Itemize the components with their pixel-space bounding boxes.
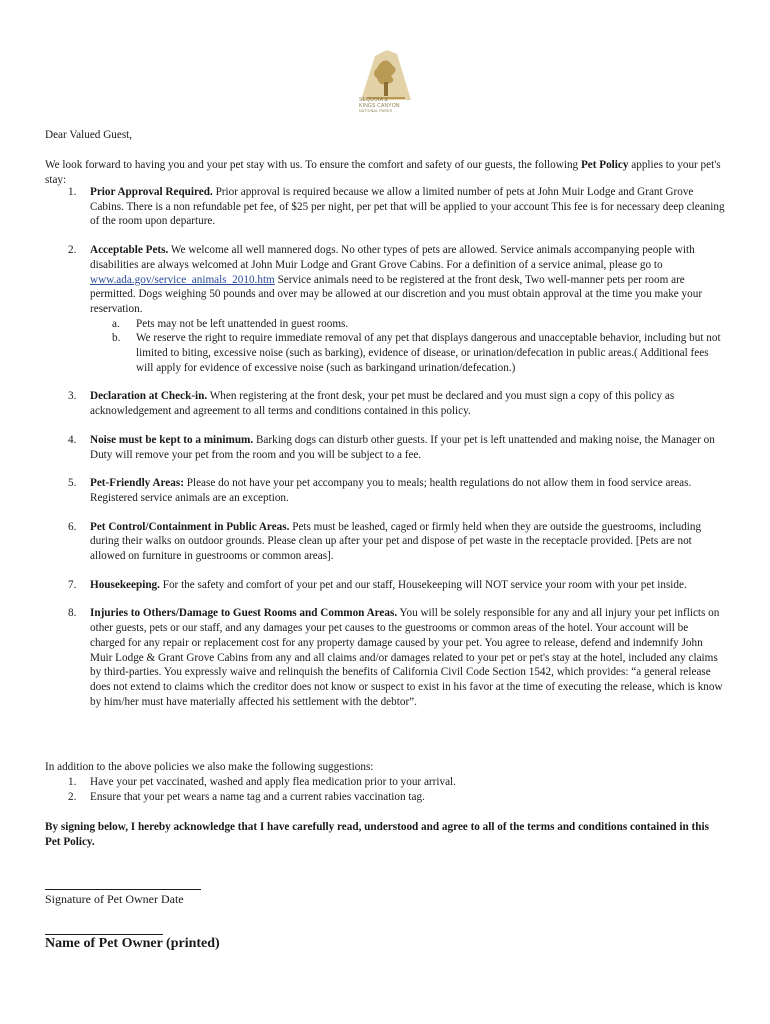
- policy-text: Barking dogs can disturb other guests. If your pet is left unattended and making noise, the Manager on Duty will remove your pet from the room and you will be subject to a fee.: [90, 433, 715, 461]
- policy-title: Prior Approval Required.: [90, 186, 213, 198]
- suggestion-number: 2.: [68, 790, 77, 803]
- suggestion-item: [68, 790, 725, 805]
- sub-list: [90, 317, 725, 376]
- logo-line-1: SEQUOIA &: [359, 97, 389, 103]
- policy-list: [45, 185, 725, 709]
- policy-item: [68, 578, 725, 593]
- policy-title: Injuries to Others/Damage to Guest Rooms and Common Areas.: [90, 607, 398, 620]
- policy-item: [68, 606, 725, 709]
- name-line[interactable]: [45, 934, 163, 935]
- logo-line-3: NATIONAL PARKS: [359, 109, 393, 113]
- policy-number: 2.: [68, 244, 77, 257]
- policy-text: When registering at the front desk, your pet must be declared and you must sign a copy of this policy as acknowledgement and agreement to all terms and conditions contained in this policy.: [90, 390, 675, 418]
- policy-text: Pets must be leashed, caged or firmly held when they are outside the guestrooms, including during their walks on outdoor grounds. Please clean up after your pet and dispose of pet waste in the receptacle provided. [Pets are not allowed on furniture in guestrooms or common areas].: [90, 520, 702, 563]
- policy-text: Prior approval is required because we allow a limited number of pets at John Muir Lodge and Grant Grove Cabins. There is a non refundable pet fee, of $25 per night, per pet that will be applied to your account This fee is for necessary deep cleaning of the room upon departure.: [90, 186, 725, 228]
- logo-line-2: KINGS CANYON: [359, 102, 400, 109]
- policy-text: We welcome all well mannered dogs. No other types of pets are allowed. Service animals accompanying people with disabilities are always welcomed at John Muir Lodge and Grant Grove Cabins. For a definition of a service animal, please go to: [90, 244, 695, 271]
- policy-title: Acceptable Pets.: [90, 244, 169, 257]
- policy-title: Noise must be kept to a minimum.: [90, 433, 254, 446]
- policy-text: For the safety and comfort of your pet and our staff, Housekeeping will NOT service your room with your pet inside.: [159, 578, 687, 591]
- policy-title: Declaration at Check-in.: [90, 390, 208, 403]
- sub-text: We reserve the right to require immediate removal of any pet that displays dangerous and unacceptable behavior, including but not limited to biting, excessive noise (such as barking), evidence of disease, or urination/defecation in public areas.( Additional fees will apply for evidence of excessive noise (such as barkingand urination/defecation.): [136, 332, 721, 374]
- policy-number: 5.: [68, 477, 77, 490]
- policy-number: 6.: [68, 520, 77, 533]
- policy-item: [68, 433, 725, 462]
- policy-text: You will be solely responsible for any and all injury your pet inflicts on other guests, pets or our staff, and any damages your pet causes to the guestrooms or common areas of the hotel. Your account will be charged for any repair or replacement cost for any property damage caused by your pet. You agree to release, defend and indemnify John Muir Lodge & Grant Grove Cabins from any and all claims and/or damages related to your pet or pet's stay at the hotel, included any claims by third-parties. You expressly waive and relinquish the benefits of California Civil Code Section 1542, which provides: “a general release does not extend to claims which the creditor does not know or suspect to exist in his favor at the time of executing the release, which is know by him/her must have materially affected his settlement with the debtor”.: [90, 607, 723, 708]
- sub-item: [112, 331, 725, 375]
- policy-title: Pet Control/Containment in Public Areas.: [90, 520, 290, 533]
- signature-line[interactable]: [45, 889, 201, 890]
- policy-title: Pet-Friendly Areas:: [90, 477, 184, 490]
- policy-item: [68, 389, 725, 418]
- name-label: Name of Pet Owner (printed): [45, 936, 220, 951]
- intro-text-start: We look forward to having you and your pet stay with us. To ensure the comfort and safety of our guests, the following: [45, 159, 581, 171]
- suggestion-item: [68, 775, 725, 790]
- suggestion-text: Ensure that your pet wears a name tag and a current rabies vaccination tag.: [90, 790, 425, 803]
- intro-pet-policy: Pet Policy: [580, 159, 629, 171]
- intro-text-end: applies to your pet's stay:: [45, 159, 721, 186]
- sequoia-tree-logo-icon: [357, 48, 415, 104]
- policy-title: Housekeeping.: [90, 578, 160, 591]
- intro-paragraph: [45, 158, 725, 187]
- signature-label: Signature of Pet Owner Date: [45, 892, 184, 906]
- policy-number: 3.: [68, 390, 77, 403]
- policy-number: 7.: [68, 578, 77, 591]
- sub-text: Pets may not be left unattended in guest rooms.: [136, 317, 349, 330]
- policy-item: [68, 185, 725, 229]
- policy-item: [68, 520, 725, 564]
- suggestion-number: 1.: [68, 776, 77, 788]
- sub-number: b.: [112, 332, 121, 345]
- policy-number: 8.: [68, 607, 77, 620]
- suggestion-text: Have your pet vaccinated, washed and apply flea medication prior to your arrival.: [90, 776, 456, 788]
- policy-text: Please do not have your pet accompany you to meals; health regulations do not allow them in food service areas. Registered service animals are an exception.: [90, 477, 692, 504]
- policy-item: [68, 476, 725, 505]
- greeting: Dear Valued Guest,: [45, 129, 133, 141]
- policy-number: 4.: [68, 433, 77, 446]
- sub-item: [112, 317, 725, 332]
- policy-text-continued: Service animals need to be registered at the front desk, Two well-manner pets per room are permitted. Dogs weighing 50 pounds and over may be allowed at our discretion and you must obtain approval at the time you make your reservation.: [90, 273, 703, 315]
- sub-number: a.: [112, 317, 120, 330]
- suggestions-intro: In addition to the above policies we also make the following suggestions:: [45, 761, 374, 773]
- ada-service-animals-link[interactable]: www.ada.gov/service_animals_2010.htm: [90, 273, 275, 286]
- policy-number: 1.: [68, 186, 77, 198]
- logo-text: [359, 98, 400, 115]
- acknowledgement-statement: By signing below, I hereby acknowledge that I have carefully read, understood and agree to all of the terms and conditions contained in this Pet Policy.: [45, 821, 709, 848]
- policy-item: [68, 243, 725, 375]
- suggestions-list: [45, 775, 725, 804]
